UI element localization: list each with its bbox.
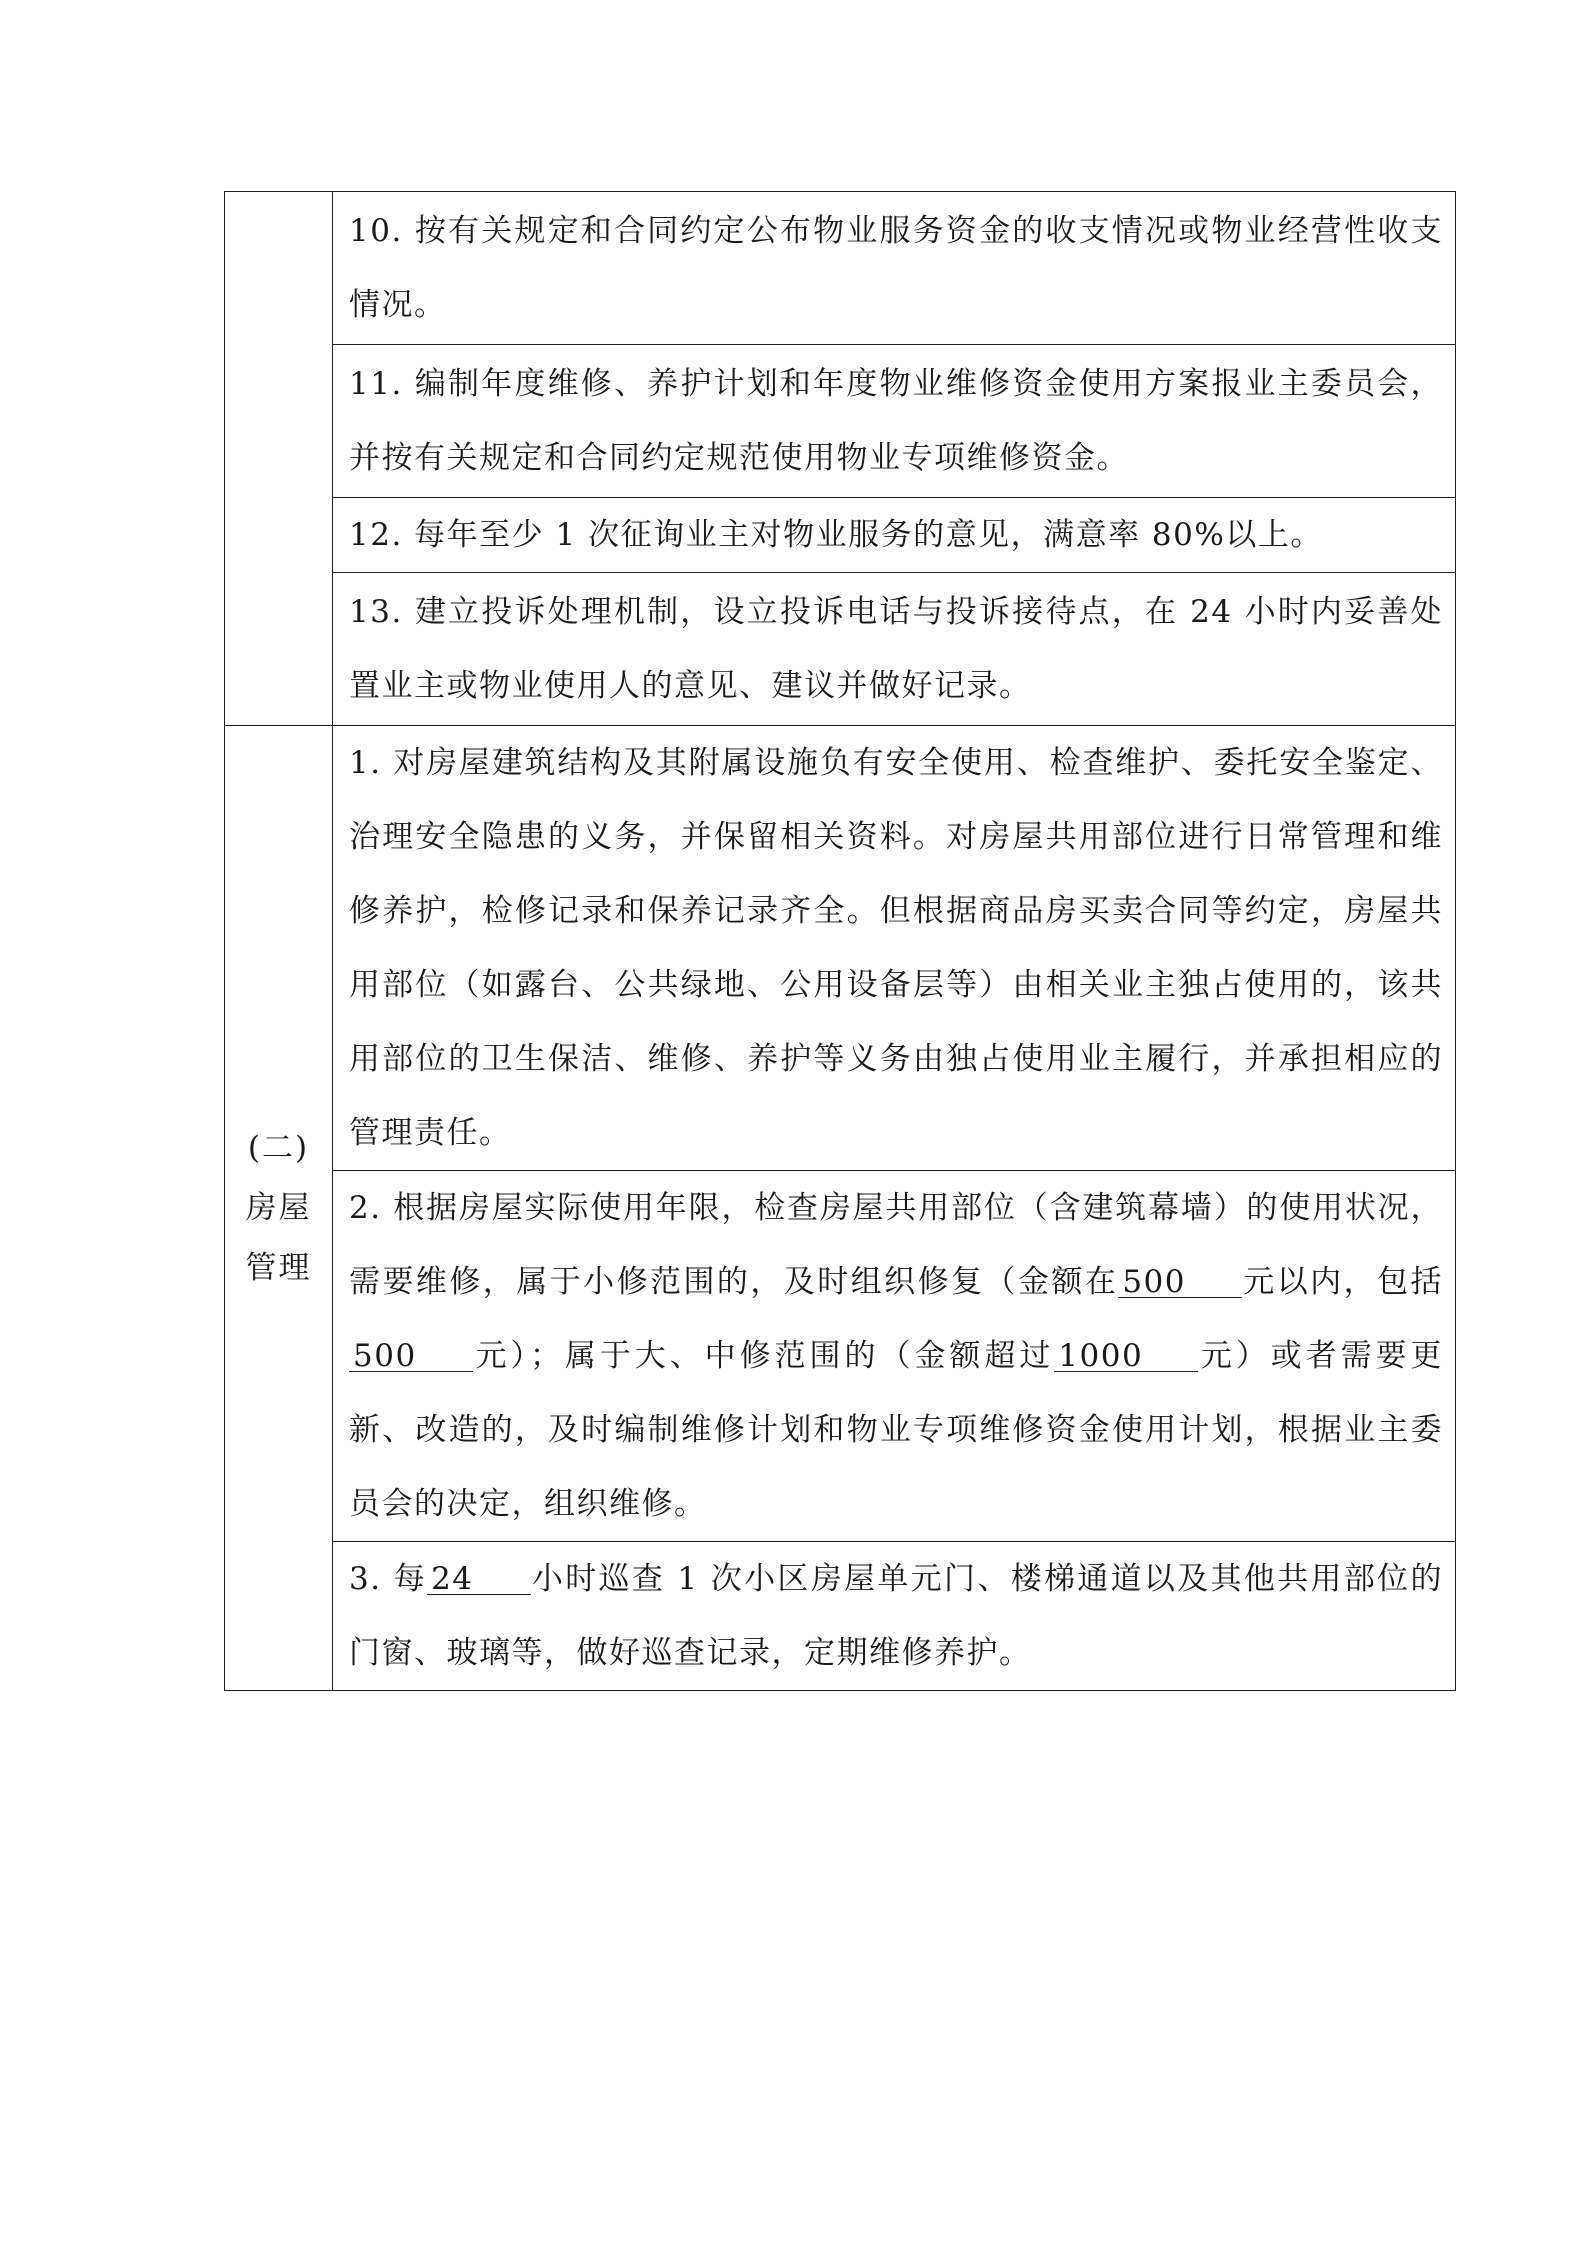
house-item-3-text <box>333 1542 1455 1690</box>
category-cell-empty <box>225 192 333 726</box>
item-12-text: 12. 每年至少 1 次征询业主对物业服务的意见，满意率 80%以上。 <box>349 517 1323 553</box>
house-item-2-part3: 元）；属于大、中修范围的（金额超过 <box>473 1338 1055 1374</box>
amount-field-small-repair-inclusive: 500 <box>349 1341 473 1372</box>
house-item-1-text: 1. 对房屋建筑结构及其附属设施负有安全使用、检查维护、委托安全鉴定、治理安全隐患的义务，并保留相关资料。对房屋共用部位进行日常管理和维修养护，检修记录和保养记录齐全。但根据商品房买卖合同等约定，房屋共用部位（如露台、公共绿地、公用设备层等）由相关业主独占使用的，该共用部位的卫生保洁、维修、养护等义务由独占使用业主履行，并承担相应的管理责任。 <box>349 745 1443 1151</box>
amount-field-major-repair-threshold: 1000 <box>1054 1341 1198 1372</box>
item-13-text: 13. 建立投诉处理机制，设立投诉电话与投诉接待点，在 24 小时内妥善处置业主或物业使用人的意见、建议并做好记录。 <box>349 594 1443 704</box>
house-item-2-part2: 元以内，包括 <box>1242 1264 1444 1300</box>
table-row <box>225 726 1456 1171</box>
category-number: (二) <box>247 1130 310 1166</box>
house-item-3-part2: 小时巡查 1 次小区房屋单元门、楼梯通道以及其他共用部位的门窗、玻璃等，做好巡查记录，定期维修养护。 <box>349 1561 1443 1671</box>
category-label <box>225 1118 332 1298</box>
table-row <box>225 1542 1456 1691</box>
category-name-line1: 房屋 <box>245 1190 312 1226</box>
house-item-2-text <box>333 1171 1455 1541</box>
house-item-2-part4: 元）或者需要更新、改造的，及时编制维修计划和物业专项维修资金使用计划，根据业主委员会的决定，组织维修。 <box>349 1338 1444 1522</box>
table-row <box>225 1171 1456 1542</box>
item-cell <box>333 573 1456 726</box>
inspection-interval-field: 24 <box>427 1564 531 1595</box>
table-row <box>225 345 1456 498</box>
item-cell <box>333 1171 1456 1542</box>
item-cell <box>333 498 1456 573</box>
table-row <box>225 573 1456 726</box>
item-cell <box>333 192 1456 345</box>
amount-field-small-repair-limit: 500 <box>1118 1267 1242 1298</box>
item-10-text: 10. 按有关规定和合同约定公布物业服务资金的收支情况或物业经营性收支情况。 <box>349 213 1443 323</box>
house-item-3-part1: 3. 每 <box>349 1561 428 1597</box>
item-cell <box>333 726 1456 1171</box>
item-cell <box>333 345 1456 498</box>
service-standards-table <box>224 191 1456 1691</box>
item-11-text: 11. 编制年度维修、养护计划和年度物业维修资金使用方案报业主委员会，并按有关规定和合同约定规范使用物业专项维修资金。 <box>349 366 1443 476</box>
table-row <box>225 192 1456 345</box>
house-item-2-part1: 2. 根据房屋实际使用年限，检查房屋共用部位（含建筑幕墙）的使用状况，需要维修，属于小修范围的，及时组织修复（金额在 <box>349 1190 1443 1300</box>
table-row <box>225 498 1456 573</box>
category-name-line2: 管理 <box>245 1250 312 1286</box>
item-cell <box>333 1542 1456 1691</box>
category-cell-house-management <box>225 726 333 1691</box>
